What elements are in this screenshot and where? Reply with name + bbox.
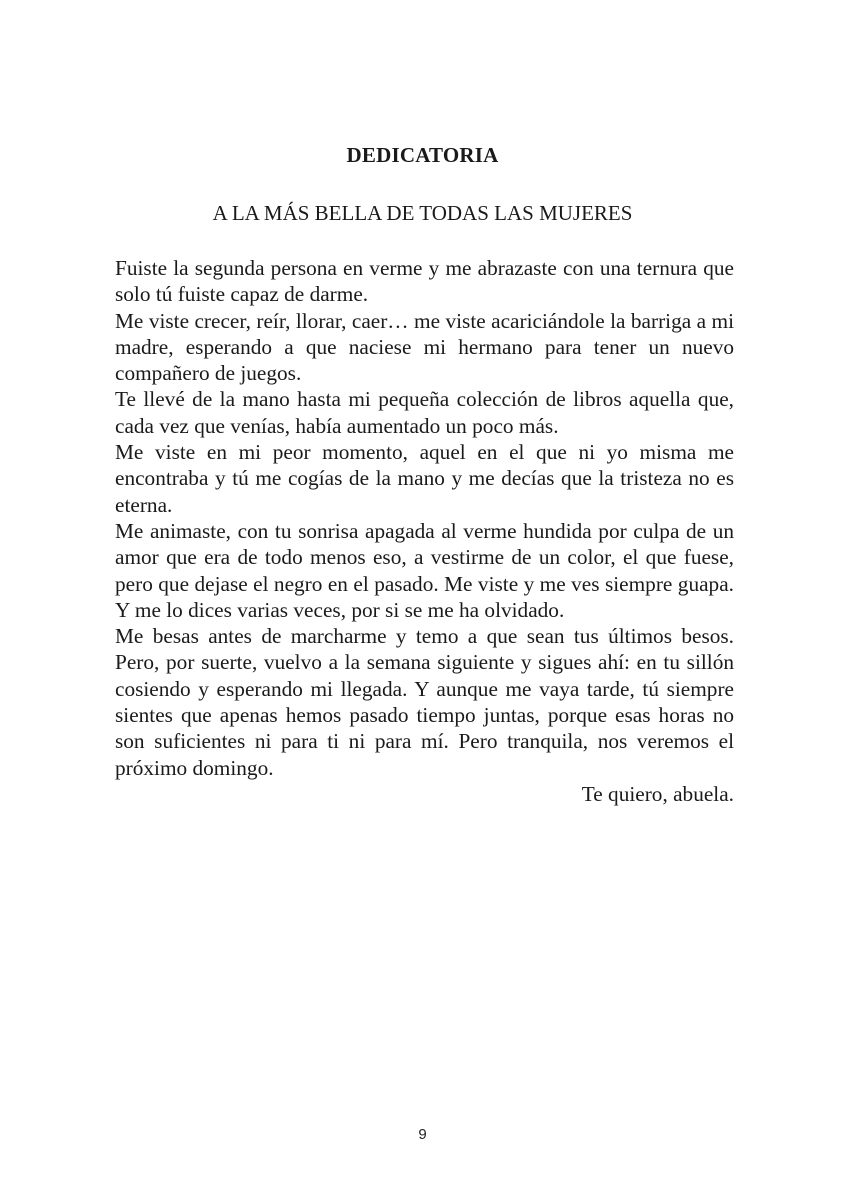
paragraph: Me animaste, con tu sonrisa apagada al verme hundida por culpa de un amor que era de todo menos eso, a vestirme de un color, el que fuese, pero que dejase el negro en el pasado. Me viste y me ves siempre guapa. Y me lo dices varias veces, por si se me ha olvidado. xyxy=(115,518,734,622)
paragraph: Fuiste la segunda persona en verme y me abrazaste con una ternura que solo tú fuiste capaz de darme. xyxy=(115,256,734,307)
paragraph: Me besas antes de marcharme y temo a que sean tus últimos besos. Pero, por suerte, vuelvo a la semana siguiente y sigues ahí: en tu sillón cosiendo y esperando mi llegada. Y aunque me vaya tarde, tú siempre sientes que apenas hemos pasado tiempo juntas, porque esas horas no son suficientes ni para ti ni para mí. Pero tranquila, nos veremos el próximo domingo. xyxy=(115,624,734,780)
dedication-heading: DEDICATORIA xyxy=(346,143,499,167)
page-number: 9 xyxy=(418,1126,427,1143)
dedication-body xyxy=(115,255,734,807)
paragraph: Me viste crecer, reír, llorar, caer… me viste acariciándole la barriga a mi madre, esperando a que naciese mi hermano para tener un nuevo compañero de juegos. xyxy=(115,308,734,386)
signature: Te quiero, abuela. xyxy=(581,781,734,806)
paragraph: Me viste en mi peor momento, aquel en el que ni yo misma me encontraba y tú me cogías de la mano y me decías que la tristeza no es eterna. xyxy=(115,440,734,517)
paragraph: Te llevé de la mano hasta mi pequeña colección de libros aquella que, cada vez que venías, había aumentado un poco más. xyxy=(115,387,734,438)
dedication-subheading: A LA MÁS BELLA DE TODAS LAS MUJERES xyxy=(212,201,633,225)
